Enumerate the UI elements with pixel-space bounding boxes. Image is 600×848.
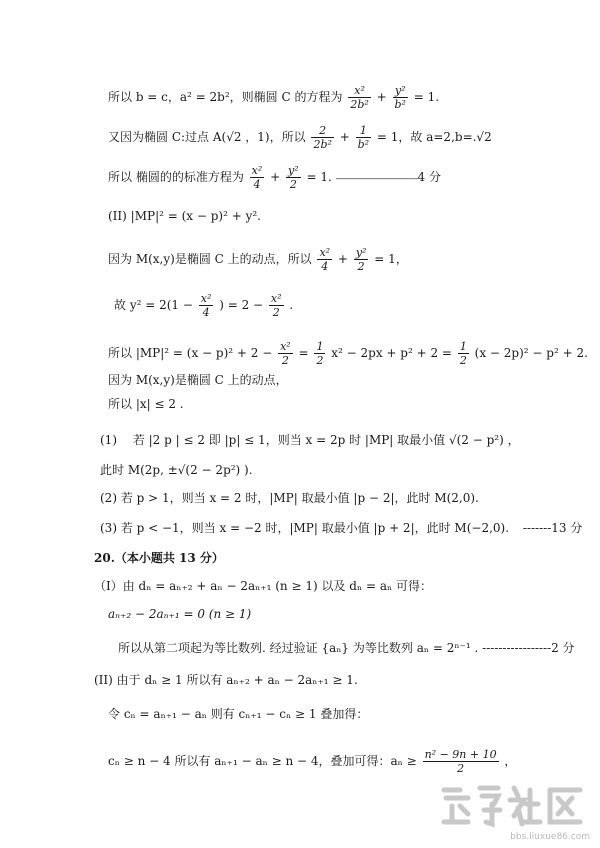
fraction: $\frac{\text{x²}}{\text{2b²}}$ bbox=[350, 84, 369, 111]
fraction: $\frac{\text{x²}}{4}$ bbox=[251, 164, 263, 191]
question-20-heading: 20.（本小题共 13 分） bbox=[94, 551, 224, 565]
line-abs-x: 所以 |x| ≤ 2 . bbox=[108, 397, 184, 411]
line-case-2: (2) 若 p > 1，则当 x = 2 时，|MP| 取最小值 |p − 2|，此时 M(2,0). bbox=[100, 491, 479, 505]
score-dashes: ------------------------------------------------------------ bbox=[335, 175, 418, 183]
line-moving-point: 因为 M(x,y)是椭圆 C 上的动点，所以 $\frac{\text{x²}}{4}$ + $\frac{\text{y²}}{2}$ = 1， bbox=[108, 246, 408, 273]
line-y-squared: 故 y² = 2(1 − $\frac{\text{x²}}{4}$ ) = 2 − $\frac{\text{x²}}{2}$ . bbox=[114, 292, 294, 319]
fraction: $\frac{1}{\text{b²}}$ bbox=[357, 124, 370, 151]
line-standard-equation: 所以 椭圆的的标准方程为 $\frac{\text{x²}}{4}$ + $\frac{\text{y²}}{2}$ = 1. ------------------------------------------------------------4 分 bbox=[108, 164, 441, 191]
score: -----------------2 分 bbox=[482, 641, 575, 655]
line-q20-bound: cₙ ≥ n − 4 所以有 aₙ₊₁ − aₙ ≥ n − 4，叠加可得：aₙ ≥ $\frac{\text{n² − 9n + 10}}{2}$ ， bbox=[108, 748, 517, 775]
line-mp-squared: 所以 |MP|² = (x − p)² + 2 − $\frac{\text{x²}}{2}$ = $\frac{1}{2}$ x² − 2px + p² + 2 = $\frac{1}{2}$ (x − 2p)² − p² + 2. bbox=[108, 340, 588, 367]
fraction: $\frac{\text{x²}}{2}$ bbox=[280, 340, 291, 367]
line-point-a: 又因为椭圆 C:过点 A(√2 ，1)，所以 $\frac{2}{\text{2b²}}$ + $\frac{1}{\text{b²}}$ = 1，故 a=2,b=.√2 bbox=[108, 124, 492, 151]
watermark-logo-icon bbox=[438, 782, 586, 828]
fraction: $\frac{\text{y²}}{2}$ bbox=[355, 246, 367, 273]
line-moving-point-2: 因为 M(x,y)是椭圆 C 上的动点， bbox=[108, 373, 288, 387]
line-part-ii: (II) |MP|² = (x − p)² + y². bbox=[108, 209, 261, 223]
score: -------13 分 bbox=[522, 521, 583, 535]
fraction: $\frac{1}{2}$ bbox=[459, 340, 467, 367]
fraction: $\frac{2}{\text{2b²}}$ bbox=[313, 124, 332, 151]
fraction: $\frac{\text{y²}}{\text{b²}}$ bbox=[394, 84, 406, 111]
line-case-3: (3) 若 p < −1，则当 x = −2 时，|MP| 取最小值 |p + 2|，此时 M(−2,0). -------13 分 bbox=[100, 521, 583, 535]
score: 4 分 bbox=[417, 170, 441, 184]
line-q20-part-i: （Ⅰ）由 dₙ = aₙ₊₂ + aₙ − 2aₙ₊₁ (n ≥ 1) 以及 dₙ = aₙ 可得： bbox=[94, 579, 433, 593]
fraction: $\frac{\text{n² − 9n + 10}}{2}$ bbox=[424, 748, 497, 775]
line-case-1-point: 此时 M(2p, ±√(2 − 2p²) ). bbox=[100, 463, 253, 477]
line-q20-recurrence: aₙ₊₂ − 2aₙ₊₁ = 0 (n ≥ 1) bbox=[108, 607, 252, 621]
line-q20-geometric: 所以从第二项起为等比数列. 经过验证 {aₙ} 为等比数列 aₙ = 2ⁿ⁻¹ . -----------------2 分 bbox=[118, 641, 575, 655]
fraction: $\frac{\text{x²}}{4}$ bbox=[319, 246, 331, 273]
line-ellipse-equation: 所以 b = c，a² = 2b²，则椭圆 C 的方程为 $\frac{\text{x²}}{\text{2b²}}$ + $\frac{\text{y²}}{\text{b²}}$ = 1. bbox=[108, 84, 440, 111]
fraction: $\frac{\text{y²}}{2}$ bbox=[288, 164, 299, 191]
text: 所以 b = c，a² = 2b²，则椭圆 C 的方程为 bbox=[108, 90, 343, 104]
fraction: $\frac{\text{x²}}{4}$ bbox=[200, 292, 212, 319]
fraction: $\frac{\text{x²}}{2}$ bbox=[270, 292, 282, 319]
line-q20-cn: 令 cₙ = aₙ₊₁ − aₙ 则有 cₙ₊₁ − cₙ ≥ 1 叠加得： bbox=[108, 707, 369, 721]
watermark-url: bbs.liuxue86.com bbox=[510, 832, 590, 842]
line-case-1: (1) 若 |2 p | ≤ 2 即 |p| ≤ 1，则当 x = 2p 时 |MP| 取最小值 √(2 − p²) ， bbox=[100, 433, 520, 447]
fraction: $\frac{1}{2}$ bbox=[316, 340, 324, 367]
line-q20-part-ii: (II) 由于 dₙ ≥ 1 所以有 aₙ₊₂ + aₙ − 2aₙ₊₁ ≥ 1. bbox=[94, 673, 358, 687]
